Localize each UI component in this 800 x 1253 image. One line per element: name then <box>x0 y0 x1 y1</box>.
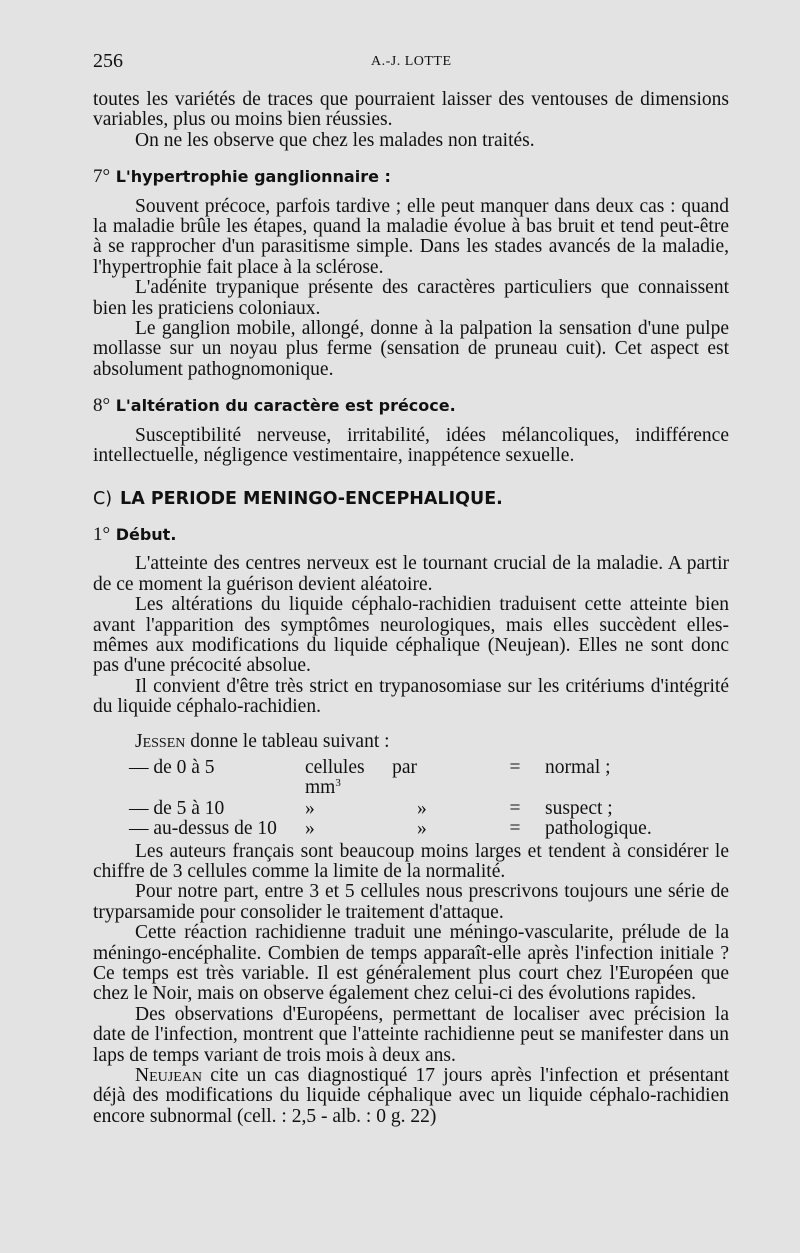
heading-text: L'altération du caractère est précoce. <box>115 396 456 416</box>
paragraph: Des observations d'Européens, permettant de localiser avec précision la date de l'infection, montrent que l'atteinte rachidienne peut se manifester dans un laps de temps variant de trois mois à deux ans. <box>93 1003 729 1066</box>
result-cell: normal ; <box>545 756 611 778</box>
table-intro <box>135 732 729 752</box>
range-cell: — au-dessus de 10 <box>129 818 277 840</box>
page-header <box>93 50 730 78</box>
running-head: A.-J. LOTTE <box>371 54 452 69</box>
cell-count-table <box>129 758 705 840</box>
author-name: Jessen <box>135 730 186 752</box>
paragraph: On ne les observe que chez les malades non traités. <box>135 129 535 151</box>
paragraph: Il convient d'être très strict en trypanosomiase sur les critériums d'intégrité du liquide céphalo-rachidien. <box>93 675 729 718</box>
paragraph: Susceptibilité nerveuse, irritabilité, idées mélancoliques, indifférence intellectuelle, négligence vestimentaire, inappétence sexuelle. <box>93 424 729 467</box>
ditto-cell <box>417 758 485 799</box>
table-row <box>129 819 705 839</box>
heading-number: 7° <box>93 166 111 188</box>
paragraph: L'atteinte des centres nerveux est le tournant crucial de la maladie. A partir de ce moment la guérison devient aléatoire. <box>93 553 729 595</box>
unit-text: » <box>305 797 315 819</box>
table-intro-text: donne le tableau suivant : <box>185 730 390 752</box>
paragraph: Les altérations du liquide céphalo-rachidien traduisent cette atteinte bien avant l'apparition des symptômes neurologiques, mais elles succèdent elles-mêmes aux modifications du liquide céphalique (Neujean). Elles ne sont donc pas d'une précocité absolue. <box>93 594 729 677</box>
paragraph: toutes les variétés de traces que pourraient laisser des ventouses de dimensions variables, plus ou moins bien réussies. <box>93 89 729 131</box>
heading-number: 8° <box>93 395 111 417</box>
table-row <box>129 758 705 799</box>
subsection-heading <box>93 167 729 187</box>
result-cell: suspect ; <box>545 797 613 819</box>
ditto-cell: » <box>417 797 427 819</box>
equals-cell: = <box>509 756 521 778</box>
range-cell: — de 5 à 10 <box>129 797 225 819</box>
unit-cell <box>305 799 417 819</box>
final-paragraph-text: cite un cas diagnostiqué 17 jours après l'infection et présentant déjà des modifications du liquide céphalique avec un liquide céphalo-rachidien encore subnormal (cell. : 2,5 - alb. : 0 g. 22) <box>93 1065 729 1127</box>
section-title: LA PERIODE MENINGO-ENCEPHALIQUE. <box>120 488 503 509</box>
range-cell: — de 0 à 5 <box>129 756 215 778</box>
unit-text: cellules par mm <box>305 756 417 799</box>
final-paragraph <box>93 1066 729 1127</box>
unit-cell <box>305 758 417 799</box>
unit-cell <box>305 819 417 839</box>
subsection-heading <box>93 396 729 416</box>
paragraph: Les auteurs français sont beaucoup moins larges et tendent à considérer le chiffre de 3 cellules comme la limite de la normalité. <box>93 840 729 882</box>
subsection-heading <box>93 525 729 545</box>
paragraph: Souvent précoce, parfois tardive ; elle peut manquer dans deux cas : quand la maladie brûle les étapes, quand la maladie évolue à bas bruit et tend peut-être à se rapprocher d'un parasitisme simple. Dans les stades avancés de la maladie, l'hypertrophie fait place à la sclérose. <box>93 195 729 278</box>
equals-cell: = <box>509 818 521 840</box>
unit-exponent: 3 <box>335 777 341 790</box>
equals-cell: = <box>509 797 521 819</box>
paragraph: Pour notre part, entre 3 et 5 cellules nous prescrivons toujours une série de tryparsamide pour consolider le traitement d'attaque. <box>93 881 729 923</box>
paragraph: Cette réaction rachidienne traduit une méningo-vascularite, prélude de la méningo-encéphalite. Combien de temps apparaît-elle après l'infection initiale ? Ce temps est très variable. Il est généralement plus court chez l'Européen que chez le Noir, mais on observe également chez celui-ci des évolutions rapides. <box>93 922 729 1005</box>
section-letter: C) <box>93 488 113 509</box>
page-body <box>93 90 729 1127</box>
heading-text: L'hypertrophie ganglionnaire : <box>115 167 391 187</box>
unit-text: » <box>305 818 315 840</box>
page-number: 256 <box>93 50 123 72</box>
ditto-cell: » <box>417 818 427 840</box>
heading-number: 1° <box>93 523 111 545</box>
author-name: Neujean <box>135 1065 202 1087</box>
after-table-paragraphs <box>93 842 729 1066</box>
heading-text: Début. <box>115 524 177 544</box>
section-heading <box>93 489 729 509</box>
paragraph: Le ganglion mobile, allongé, donne à la palpation la sensation d'une pulpe mollasse sur un noyau plus ferme (sensation de pruneau cuit). Cet aspect est absolument pathognomonique. <box>93 318 729 380</box>
result-cell: pathologique. <box>545 818 652 840</box>
paragraph: L'adénite trypanique présente des caractères particuliers que connaissent bien les praticiens coloniaux. <box>93 277 729 319</box>
text-blocks <box>93 90 729 718</box>
table-row <box>129 799 705 819</box>
